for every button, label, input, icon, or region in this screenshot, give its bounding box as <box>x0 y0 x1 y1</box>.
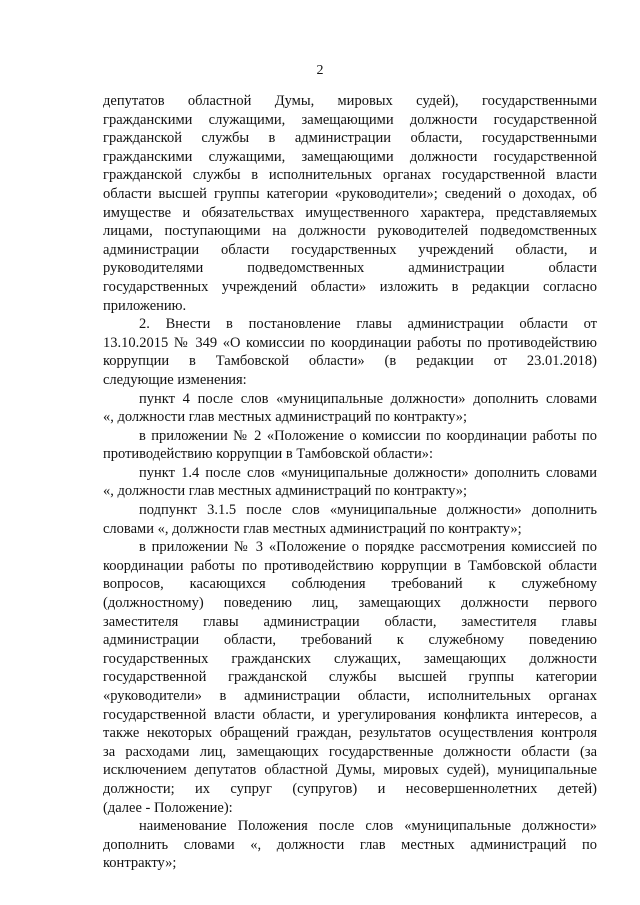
text-line: государственной гражданской службы высшей группы категории <box>103 669 597 686</box>
paragraph <box>103 390 597 427</box>
paragraph <box>103 427 597 464</box>
text-line: «, должности глав местных администраций по контракту»; <box>103 483 468 500</box>
document-body <box>103 92 597 873</box>
text-line: коррупции в Тамбовской области» (в редакции от 23.01.2018) <box>103 353 597 370</box>
text-line: дополнить словами «, должности глав местных администраций по <box>103 836 597 853</box>
text-line: гражданской службы в исполнительных органах государственной власти <box>103 167 597 184</box>
paragraph <box>103 501 597 538</box>
text-line: лицами, поступающими на должности руководителей подведомственных <box>103 223 597 240</box>
text-line: в приложении № 2 «Положение о комиссии по координации работы по <box>139 427 597 444</box>
text-line: вопросов, касающихся соблюдения требований к служебному <box>103 576 597 593</box>
text-line: 2. Внести в постановление главы администрации области от <box>139 316 597 333</box>
text-line: следующие изменения: <box>103 371 247 388</box>
text-line: пункт 1.4 после слов «муниципальные должности» дополнить словами <box>139 464 597 481</box>
text-line: словами «, должности глав местных администраций по контракту»; <box>103 520 522 537</box>
text-line: «руководители» в администрации области, исполнительных органах <box>103 688 597 704</box>
text-line: исключением депутатов областной Думы, мировых судей), муниципальные <box>103 762 597 779</box>
text-line: (должностному) поведению лиц, замещающих должности первого <box>103 595 597 612</box>
text-line: пункт 4 после слов «муниципальные должности» дополнить словами <box>139 390 597 407</box>
text-line: координации работы по противодействию коррупции в Тамбовской области <box>103 557 597 574</box>
paragraph <box>103 464 597 501</box>
text-line: «, должности глав местных администраций по контракту»; <box>103 409 468 426</box>
page-number: 2 <box>316 63 324 78</box>
text-line: гражданскими служащими, замещающими должности государственной <box>103 111 597 128</box>
text-line: 13.10.2015 № 349 «О комиссии по координации работы по противодействию <box>103 334 597 351</box>
text-line: государственных гражданских служащих, замещающих должности <box>103 650 597 667</box>
text-line: должности; их супруг (супругов) и несовершеннолетних детей) <box>103 780 597 797</box>
text-line: руководителями подведомственных администрации области <box>103 260 597 277</box>
text-line: в приложении № 3 «Положение о порядке рассмотрения комиссией по <box>139 539 597 556</box>
text-line: подпункт 3.1.5 после слов «муниципальные должности» дополнить <box>139 502 597 519</box>
text-line: противодействию коррупции в Тамбовской области»: <box>103 446 434 463</box>
text-line: также некоторых обращений граждан, результатов осуществления контроля <box>103 725 597 742</box>
text-line: государственной власти области, и урегулирования конфликта интересов, а <box>103 706 597 723</box>
paragraph <box>103 817 597 873</box>
text-line: государственных учреждений области» изложить в редакции согласно <box>103 278 597 295</box>
text-line: приложению. <box>103 297 187 314</box>
text-line: (далее - Положение): <box>103 799 233 816</box>
text-line: администрации области, требований к служебному поведению <box>103 632 597 649</box>
paragraph <box>103 538 597 817</box>
text-line: гражданскими служащими, замещающими должности государственной <box>103 148 597 165</box>
text-line: контракту»; <box>103 855 177 872</box>
text-line: области высшей группы категории «руководители»; сведений о доходах, об <box>103 185 597 202</box>
text-line: депутатов областной Думы, мировых судей), государственными <box>103 93 597 109</box>
text-line: гражданской службы в администрации области, государственными <box>103 130 597 147</box>
text-line: имуществе и обязательствах имущественного характера, представляемых <box>103 204 597 221</box>
text-line: администрации области государственных учреждений области, и <box>103 241 597 258</box>
paragraph <box>103 315 597 389</box>
text-line: наименование Положения после слов «муниципальные должности» <box>139 818 597 835</box>
paragraph <box>103 92 597 315</box>
text-line: за расходами лиц, замещающих государственные должности области (за <box>103 743 597 760</box>
text-line: заместителя главы администрации области, заместителя главы <box>103 613 597 630</box>
